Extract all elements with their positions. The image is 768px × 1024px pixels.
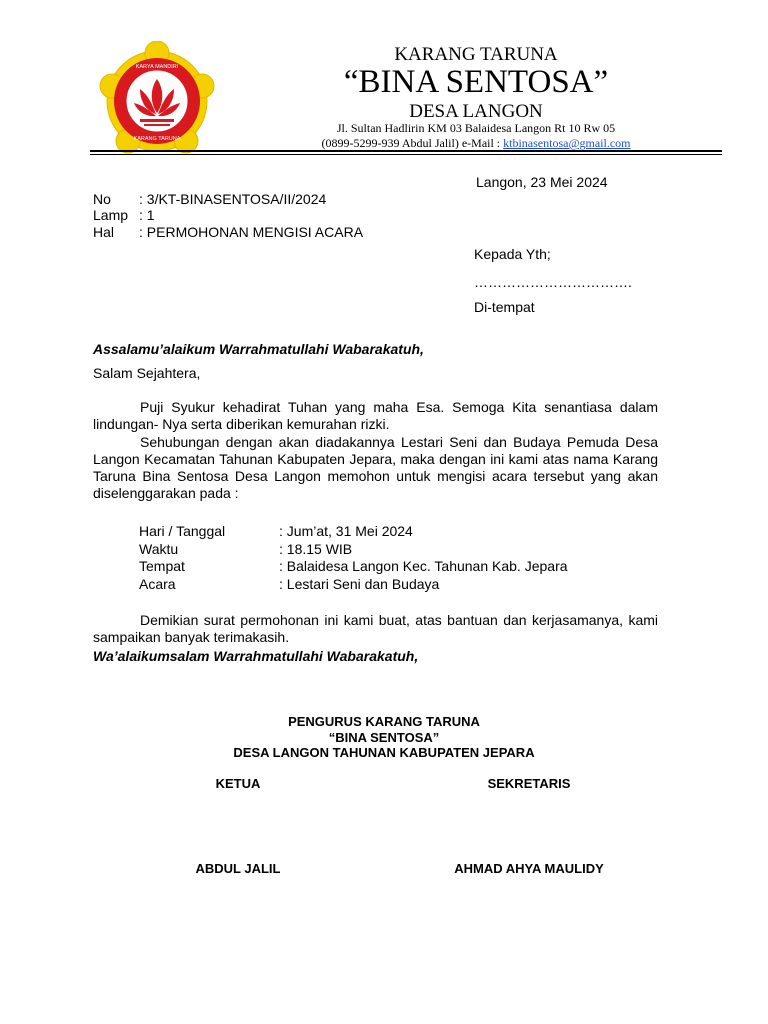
karang-taruna-logo: [94, 41, 220, 161]
meta-no-value: : 3/KT-BINASENTOSA/II/2024: [139, 191, 327, 207]
header-org: KARANG TARUNA: [394, 44, 558, 65]
detail-value: : Jum’at, 31 Mei 2024: [279, 523, 413, 539]
header-divider-thin: [90, 154, 722, 155]
recipient-ditempat: Di-tempat: [474, 299, 535, 315]
closing-greeting: Wa’alaikumsalam Warrahmatullahi Wabarakatuh,: [93, 648, 419, 664]
meta-no-label: No: [93, 191, 111, 207]
detail-label: Tempat: [139, 558, 185, 574]
detail-label: Waktu: [139, 541, 179, 557]
header-contact-prefix: (0899-5299-939 Abdul Jalil) e-Mail :: [321, 136, 504, 150]
meta-lamp-label: Lamp: [93, 207, 129, 223]
signature-left-title: KETUA: [215, 776, 261, 791]
signature-org-line3: DESA LANGON TAHUNAN KABUPATEN JEPARA: [233, 745, 535, 760]
detail-value: : Lestari Seni dan Budaya: [279, 576, 440, 592]
detail-value: : 18.15 WIB: [279, 541, 353, 557]
signature-org-line1: PENGURUS KARANG TARUNA: [288, 714, 480, 729]
letter-date: Langon, 23 Mei 2024: [476, 174, 608, 190]
detail-label: Hari / Tanggal: [139, 523, 226, 539]
closing-paragraph: Demikian surat permohonan ini kami buat, atas bantuan dan kerjasamanya, kami sampaikan banyak terimakasih.: [93, 612, 658, 645]
header-name: “BINA SENTOSA”: [343, 64, 609, 100]
meta-hal-value: : PERMOHONAN MENGISI ACARA: [139, 224, 364, 240]
paragraph-2: Sehubungan dengan akan diadakannya Lestari Seni dan Budaya Pemuda Desa Langon Kecamatan Tahunan Kabupaten Jepara, maka dengan ini kami atas nama Karang Taruna Bina Sentosa Desa Langon memohon untuk mengisi acara tersebut yang akan diselenggarakan pada :: [93, 434, 658, 501]
detail-label: Acara: [139, 576, 176, 592]
meta-lamp-value: : 1: [139, 207, 155, 223]
signature-org-line2: “BINA SENTOSA”: [328, 730, 440, 745]
signature-right-name: AHMAD AHYA MAULIDY: [454, 861, 604, 876]
meta-hal-label: Hal: [93, 224, 115, 240]
header-village: DESA LANGON: [409, 101, 543, 122]
signature-left-name: ABDUL JALIL: [195, 861, 281, 876]
opening-greeting: Assalamu’alaikum Warrahmatullahi Wabarakatuh,: [93, 341, 424, 357]
recipient-dots: …………………………….: [474, 274, 632, 290]
detail-value: : Balaidesa Langon Kec. Tahunan Kab. Jepara: [279, 558, 568, 574]
signature-right-title: SEKRETARIS: [487, 776, 571, 791]
paragraph-1: Puji Syukur kehadirat Tuhan yang maha Esa. Semoga Kita senantiasa dalam lindungan- Nya serta diberikan kemurahan rizki.: [93, 399, 658, 432]
salam: Salam Sejahtera,: [93, 365, 201, 381]
header-divider-thick: [90, 150, 722, 152]
logo-ring-text-bottom: KARANG TARUNA: [133, 136, 181, 142]
header-contact: [270, 136, 682, 151]
header-address: Jl. Sultan Hadlirin KM 03 Balaidesa Langon Rt 10 Rw 05: [336, 121, 616, 135]
email-link[interactable]: ktbinasentosa@gmail.com: [503, 136, 631, 150]
logo-ring-text-top: KARYA MANDIRI: [135, 64, 179, 70]
recipient-kepada: Kepada Yth;: [474, 246, 551, 262]
